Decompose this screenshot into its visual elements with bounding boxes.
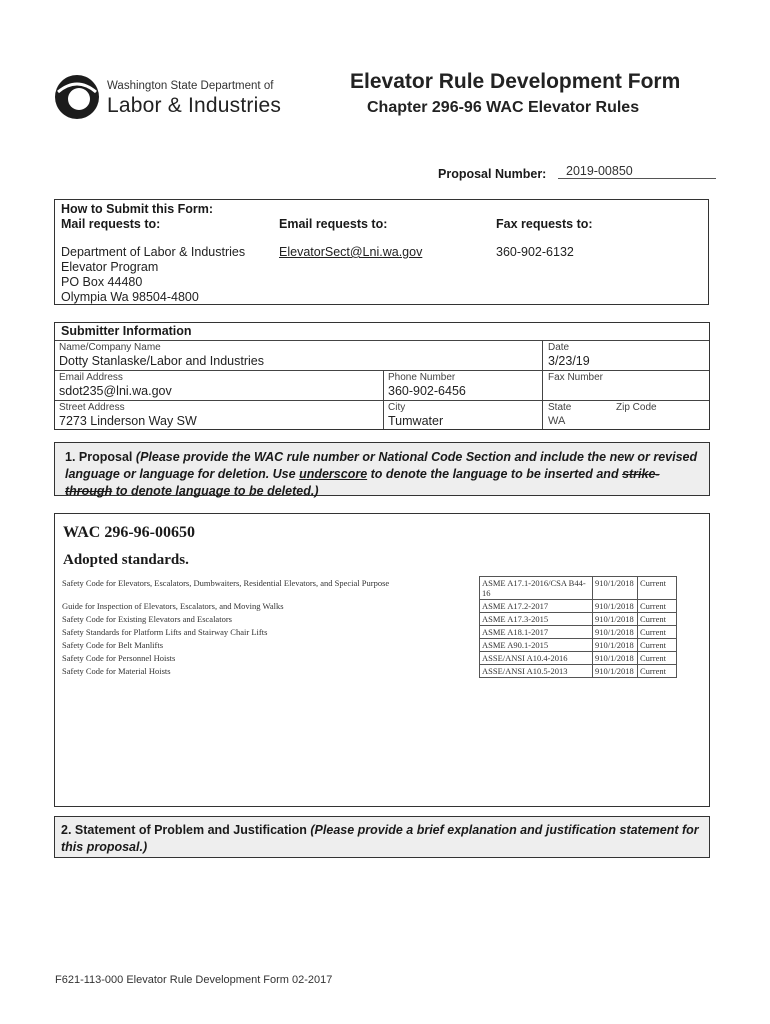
standard-title: Safety Code for Elevators, Escalators, Dumbwaiters, Residential Elevators, and Special Purpose bbox=[60, 577, 480, 600]
table-row bbox=[60, 652, 677, 665]
standard-title: Safety Code for Belt Manlifts bbox=[60, 639, 480, 652]
submit-title: How to Submit this Form: bbox=[61, 202, 214, 216]
standard-date: 910/1/2018 bbox=[593, 626, 638, 639]
name-field[interactable]: Dotty Stanlaske/Labor and Industries bbox=[59, 354, 264, 368]
proposal-instructions bbox=[65, 449, 705, 500]
standard-date: 910/1/2018 bbox=[593, 600, 638, 613]
table-row bbox=[60, 600, 677, 613]
proposal-number-label: Proposal Number: bbox=[438, 167, 547, 181]
table-row bbox=[60, 665, 677, 678]
standard-title: Safety Standards for Platform Lifts and Stairway Chair Lifts bbox=[60, 626, 480, 639]
standard-code: ASME A18.1-2017 bbox=[480, 626, 593, 639]
standards-table bbox=[60, 576, 677, 678]
table-row bbox=[60, 577, 677, 600]
city-field[interactable]: Tumwater bbox=[388, 414, 444, 428]
statement-header-box bbox=[54, 816, 710, 858]
standard-status: Current bbox=[638, 577, 677, 600]
proposal-label: Proposal bbox=[78, 450, 133, 464]
street-label: Street Address bbox=[59, 402, 125, 413]
submitter-title: Submitter Information bbox=[61, 324, 192, 338]
form-footer: F621-113-000 Elevator Rule Development Form 02-2017 bbox=[55, 974, 333, 986]
form-subtitle: Chapter 296-96 WAC Elevator Rules bbox=[367, 99, 640, 116]
statement-number: 2. bbox=[61, 823, 72, 837]
mail-line: Olympia Wa 98504-4800 bbox=[61, 290, 199, 304]
standard-title: Safety Code for Material Hoists bbox=[60, 665, 480, 678]
state-field[interactable]: WA bbox=[548, 415, 566, 427]
street-field[interactable]: 7273 Linderson Way SW bbox=[59, 414, 197, 428]
strike-through-example: strike-through bbox=[65, 467, 660, 498]
fax-number: 360-902-6132 bbox=[496, 245, 574, 259]
mail-line: PO Box 44480 bbox=[61, 275, 143, 289]
lni-logo-icon bbox=[52, 72, 102, 122]
proposal-text: (Please provide the WAC rule number or National Code Section and include the new or revised language or language for deletion. Use bbox=[65, 450, 698, 481]
standard-code: ASME A17.1-2016/CSA B44-16 bbox=[480, 577, 593, 600]
state-label: State bbox=[548, 402, 572, 413]
standard-title: Safety Code for Personnel Hoists bbox=[60, 652, 480, 665]
proposal-header-box bbox=[54, 442, 710, 496]
date-field[interactable]: 3/23/19 bbox=[548, 354, 590, 368]
underscore-example: underscore bbox=[299, 467, 368, 481]
table-row bbox=[60, 639, 677, 652]
statement-text: (Please provide a brief explanation and justification statement for this proposal.) bbox=[61, 823, 699, 854]
fax-label: Fax requests to: bbox=[496, 217, 593, 231]
mail-line: Department of Labor & Industries bbox=[61, 245, 246, 259]
phone-label: Phone Number bbox=[388, 372, 456, 383]
wac-subtitle: Adopted standards. bbox=[63, 552, 189, 568]
agency-line1: Washington State Department of bbox=[107, 80, 274, 92]
zip-label: Zip Code bbox=[616, 402, 657, 413]
email-link[interactable]: ElevatorSect@Lni.wa.gov bbox=[279, 245, 423, 259]
proposal-content-box[interactable] bbox=[54, 513, 710, 807]
standard-code: ASSE/ANSI A10.4-2016 bbox=[480, 652, 593, 665]
standard-status: Current bbox=[638, 639, 677, 652]
standard-status: Current bbox=[638, 613, 677, 626]
proposal-text: to denote language to be deleted.) bbox=[112, 484, 319, 498]
name-label: Name/Company Name bbox=[59, 342, 161, 353]
submitter-info-box bbox=[54, 322, 710, 430]
standard-date: 910/1/2018 bbox=[593, 652, 638, 665]
standard-date: 910/1/2018 bbox=[593, 577, 638, 600]
proposal-number: 1. bbox=[65, 450, 76, 464]
mail-label: Mail requests to: bbox=[61, 217, 161, 231]
standard-status: Current bbox=[638, 652, 677, 665]
standard-date: 910/1/2018 bbox=[593, 639, 638, 652]
phone-field[interactable]: 360-902-6456 bbox=[388, 384, 466, 398]
standard-status: Current bbox=[638, 600, 677, 613]
standard-code: ASME A90.1-2015 bbox=[480, 639, 593, 652]
mail-line: Elevator Program bbox=[61, 260, 159, 274]
agency-name: Labor & Industries bbox=[107, 94, 282, 117]
email-label: Email requests to: bbox=[279, 217, 388, 231]
mail-address bbox=[61, 245, 245, 305]
table-row bbox=[60, 626, 677, 639]
statement-label: Statement of Problem and Justification bbox=[74, 823, 307, 837]
standard-status: Current bbox=[638, 665, 677, 678]
wac-title: WAC 296-96-00650 bbox=[63, 524, 195, 541]
city-label: City bbox=[388, 402, 406, 413]
email-address-label: Email Address bbox=[59, 372, 123, 383]
table-row bbox=[60, 613, 677, 626]
date-label: Date bbox=[548, 342, 570, 353]
standard-date: 910/1/2018 bbox=[593, 665, 638, 678]
standard-code: ASSE/ANSI A10.5-2013 bbox=[480, 665, 593, 678]
email-address-field[interactable]: sdot235@lni.wa.gov bbox=[59, 384, 172, 398]
form-title: Elevator Rule Development Form bbox=[350, 70, 681, 93]
standard-code: ASME A17.2-2017 bbox=[480, 600, 593, 613]
statement-instructions bbox=[61, 822, 709, 856]
standard-status: Current bbox=[638, 626, 677, 639]
proposal-number-field[interactable]: 2019-00850 bbox=[558, 164, 716, 179]
proposal-text: to denote the language to be inserted and bbox=[367, 467, 623, 481]
standard-title: Safety Code for Existing Elevators and Escalators bbox=[60, 613, 480, 626]
fax-number-label: Fax Number bbox=[548, 372, 604, 383]
standard-title: Guide for Inspection of Elevators, Escalators, and Moving Walks bbox=[60, 600, 480, 613]
submit-instructions-box bbox=[54, 199, 709, 305]
standard-code: ASME A17.3-2015 bbox=[480, 613, 593, 626]
standard-date: 910/1/2018 bbox=[593, 613, 638, 626]
